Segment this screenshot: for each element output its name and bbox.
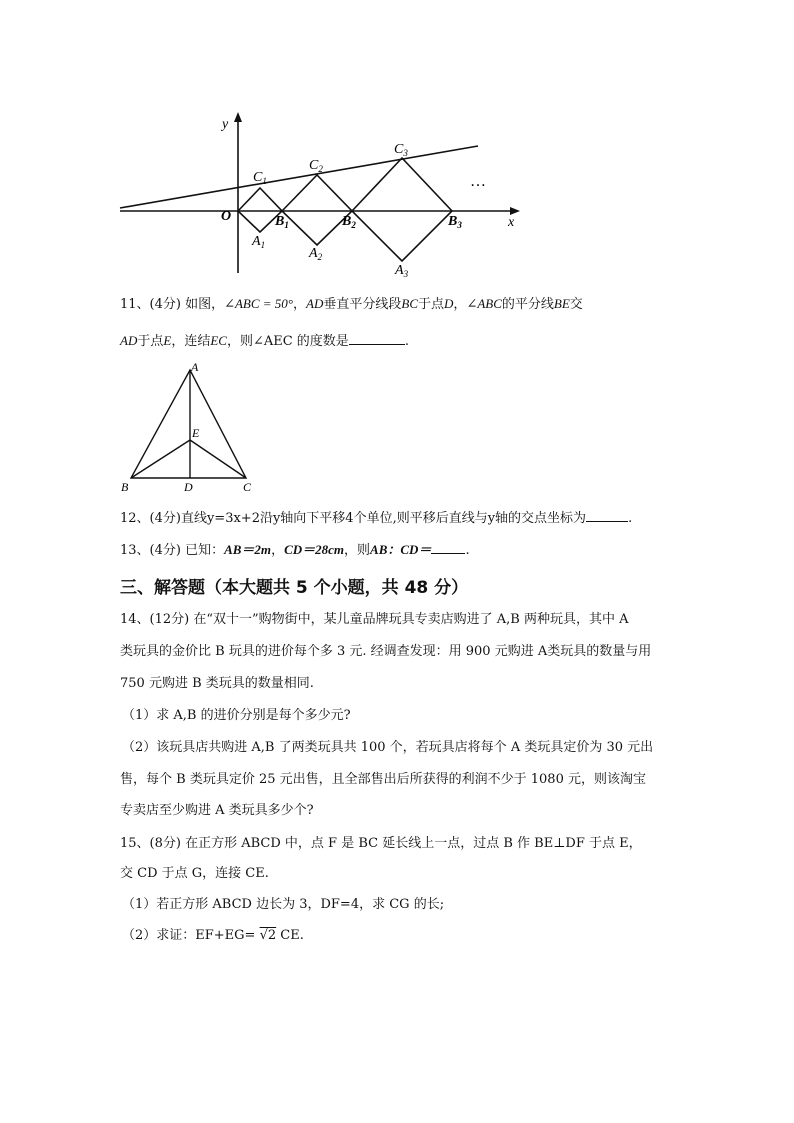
y-axis-arrow xyxy=(234,112,242,122)
x-axis-arrow xyxy=(510,207,520,215)
q15-part-1: （1）若正方形 ABCD 边长为 3，DF=4，求 CG 的长; xyxy=(122,897,445,912)
q14-line-2: 类玩具的金价比 B 玩具的进价每个多 3 元. 经调查发现：用 900 元购进 A类玩具的数量与用 xyxy=(120,644,652,659)
label-origin: O xyxy=(221,209,232,224)
label-b2: $B_2$ xyxy=(342,214,356,230)
q12-line: 12、(4分)直线y=3x+2沿y轴向下平移4个单位,则平移后直线与y轴的交点坐标为 . xyxy=(120,507,632,529)
q11-line-1: 11、(4分) 如图，∠ABC = 50°，AD垂直平分线段BC于点D，∠ABC的平分线BE交 xyxy=(120,296,583,312)
label-c1: $C_1$ xyxy=(253,170,267,186)
q13-line: 13、(4分) 已知：AB＝2m，CD＝28cm，则AB：CD＝ . xyxy=(120,539,470,561)
label-ellipsis: … xyxy=(470,173,486,190)
q14-line-3: 750 元购进 B 类玩具的数量相同. xyxy=(120,676,314,691)
segment-ec xyxy=(190,440,246,478)
q12-answer-blank[interactable] xyxy=(586,507,628,522)
q11-line-2: AD于点E，连结EC，则∠AEC 的度数是 . xyxy=(120,330,409,352)
q14-part-2-line-2: 售，每个 B 类玩具定价 25 元出售，且全部售出后所获得的利润不少于 1080 元，则该淘宝 xyxy=(120,772,646,787)
label-a: A xyxy=(191,360,199,374)
q14-part-2-line-3: 专卖店至少购进 A 类玩具多少个? xyxy=(120,803,314,818)
triangle-abc xyxy=(131,370,246,478)
q13-answer-blank[interactable] xyxy=(431,539,465,554)
label-b: B xyxy=(121,480,129,494)
q14-line-1: 14、(12分) 在“双十一”购物街中，某儿童品牌玩具专卖店购进了 A,B 两种玩具，其中 A xyxy=(120,612,629,627)
label-c2: $C_2$ xyxy=(309,158,323,174)
label-c3: $C_3$ xyxy=(394,142,408,158)
q14-part-2-line-1: （2）该玩具店共购进 A,B 了两类玩具共 100 个，若玩具店将每个 A 类玩具定价为 30 元出 xyxy=(122,740,654,755)
q15-part-2: （2）求证：EF+EG= √2 CE. xyxy=(122,928,304,943)
label-x: x xyxy=(508,215,515,230)
label-y: y xyxy=(222,117,229,132)
sqrt-two: √2 xyxy=(259,928,277,943)
q14-part-1: （1）求 A,B 的进价分别是每个多少元? xyxy=(122,708,351,723)
square-3 xyxy=(352,158,452,261)
label-d: D xyxy=(184,480,193,494)
segment-be xyxy=(131,440,190,478)
slanted-line xyxy=(120,146,478,208)
label-a3: $A_3$ xyxy=(395,263,409,279)
label-b1: $B_1$ xyxy=(275,214,289,230)
section-heading-answers: 三、解答题（本大题共 5 个小题，共 48 分） xyxy=(120,578,469,598)
q15-line-2: 交 CD 于点 G，连接 CE. xyxy=(120,866,269,881)
square-2 xyxy=(282,175,352,245)
label-a1: $A_1$ xyxy=(252,234,266,250)
q11-answer-blank[interactable] xyxy=(349,330,405,345)
label-c: C xyxy=(243,480,252,494)
label-b3: $B_3$ xyxy=(448,214,462,230)
figure-triangle-diagram xyxy=(115,360,260,495)
figure-squares-diagram xyxy=(110,108,530,283)
label-a2: $A_2$ xyxy=(309,246,323,262)
label-e: E xyxy=(192,426,200,440)
q15-line-1: 15、(8分) 在正方形 ABCD 中，点 F 是 BC 延长线上一点，过点 B 作 BE⊥DF 于点 E， xyxy=(120,836,642,851)
